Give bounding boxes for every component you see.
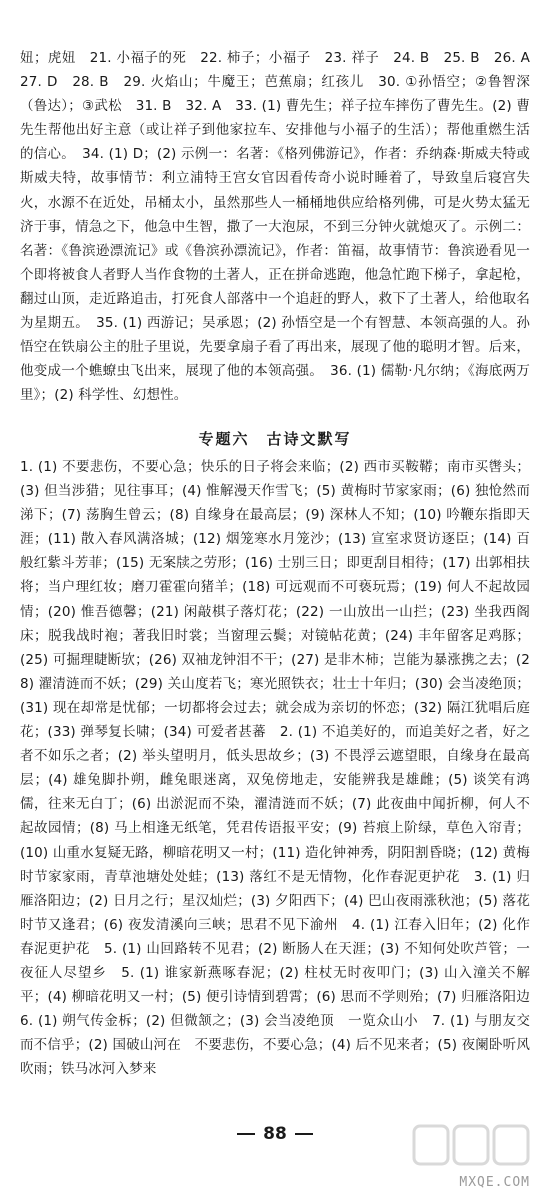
left-dash [237, 1133, 255, 1135]
answer-text-top: 妞；虎妞 21. 小福子的死 22. 柿子；小福子 23. 祥子 24. B 25. B 26. A 27. D 28. B 29. 火焰山；牛魔王；芭蕉扇；红孩儿 30. ①孙悟空；②鲁智深（鲁达）；③武松 31. B 32. A 33. (1) 曹先生；祥子拉车摔伤了曹先生。(2) 曹先生帮他出好主意（或让祥子到他家拉车、安排他与小福子的生活）；帮他重燃生活的信心。 34. (1) D；(2) 示例一：名著：《格列佛游记》，作者：乔纳森·斯威夫特或斯威夫特，故事情节：利立浦特王宫女官因看传奇小说时睡着了，导致皇后寝宫失火，水源不在近处，吊桶太小，虽然那些人一桶桶地供应给格列佛，可是火势太猛无济于事，情急之下，他急中生智，撒了一大泡尿，不到三分钟火就熄灭了。示例二：名著：《鲁滨逊漂流记》或《鲁滨孙漂流记》，作者：笛福，故事情节：鲁滨逊看见一个即将被食人者野人当作食物的土著人，正在拼命逃跑，他急忙跑下梯子，拿起枪，翻过山顶，走近路追击，打死食人部落中一个追赶的野人，救下了土著人，给他取名为星期五。 35. (1) 西游记；吴承恩；(2) 孙悟空是一个有智慧、本领高强的人。孙悟空在铁扇公主的肚子里说，先要拿扇子看了再出来，展现了他的聪明才智。后来，他变成一个蟭蟟虫飞出来，展现了他的本领高强。 36. (1) 儒勒·凡尔纳；《海底两万里》；(2) 科学性、幻想性。 [20, 50, 544, 404]
page-number: 88 [263, 1124, 287, 1144]
watermark-logo-icon [412, 1120, 532, 1170]
section-title: 专题六 古诗文默写 [198, 430, 352, 448]
watermark-text: MXQE.COM [459, 1175, 530, 1190]
poetry-answers: 1. (1) 不要悲伤，不要心急；快乐的日子将会来临；(2) 西市买鞍鞯；南市买辔头；(3) 但当涉猎；见往事耳；(4) 惟解漫天作雪飞；(5) 黄梅时节家家雨；(6) 独怆然而涕下；(7) 荡胸生曾云；(8) 自缘身在最高层；(9) 深林人不知；(10) 吟鞭东指即天涯；(11) 散入春风满洛城；(12) 烟笼寒水月笼沙；(13) 宣室求贤访逐臣；(14) 百般红紫斗芳菲；(15) 无案牍之劳形；(16) 士别三日；即更刮目相待；(17) 出郭相扶将；当户理红妆；磨刀霍霍向猪羊；(18) 可远观而不可亵玩焉；(19) 何人不起故园情；(20) 惟吾德馨；(21) 闲敲棋子落灯花；(22) 一山放出一山拦；(23) 坐我西阁床；脱我战时袍；著我旧时裳；当窗理云鬓；对镜帖花黄；(24) 丰年留客足鸡豚；(25) 可掘理睫断欤；(26) 双袖龙钟泪不干；(27) 是非木柿；岂能为暴涨携之去；(28) 濯清涟而不妖；(29) 关山度若飞；寒光照铁衣；壮士十年归；(30) 会当凌绝顶；(31) 现在却常是忧郁；一切都将会过去；就会成为亲切的怀恋；(32) 隔江犹唱后庭花；(33) 弹琴复长啸；(34) 可爱者甚蕃 2. (1) 不追美好的，而追美好之者，好之者不如乐之者；(2) 举头望明月，低头思故乡；(3) 不畏浮云遮望眼，自缘身在最高层；(4) 雄兔脚扑朔，雌兔眼迷离，双兔傍地走，安能辨我是雄雌；(5) 谈笑有鸿儒，往来无白丁；(6) 出淤泥而不染，濯清涟而不妖；(7) 此夜曲中闻折柳，何人不起故园情；(8) 马上相逢无纸笔，凭君传语报平安；(9) 苔痕上阶绿，草色入帘青；(10) 山重水复疑无路，柳暗花明又一村；(11) 造化钟神秀，阴阳割昏晓；(12) 黄梅时节家家雨，青草池塘处处蛙；(13) 落红不是无情物，化作春泥更护花 3. (1) 归雁洛阳边；(2) 日月之行；星汉灿烂；(3) 夕阳西下；(4) 巴山夜雨涨秋池；(5) 落花时节又逢君；(6) 夜发清溪向三峡；思君不见下渝州 4. (1) 江春入旧年；(2) 化作春泥更护花 5. (1) 山回路转不见君；(2) 断肠人在天涯；(3) 不知何处吹芦管；一夜征人尽望乡 5. (1) 谁家新燕啄春泥；(2) 柱杖无时夜叩门；(3) 山入潼关不解平；(4) 柳暗花明又一村；(5) 便引诗情到碧霄；(6) 思而不学则殆；(7) 归雁洛阳边 6. (1) 朔气传金柝；(2) 但微颔之；(3) 会当凌绝顶 一览众山小 7. (1) 与朋友交而不信乎；(2) 国破山河在 不要悲伤，不要心急；(4) 后不见来者；(5) 夜阑卧听风吹雨；铁马冰河入梦来 [20, 459, 544, 1078]
right-dash [295, 1133, 313, 1135]
